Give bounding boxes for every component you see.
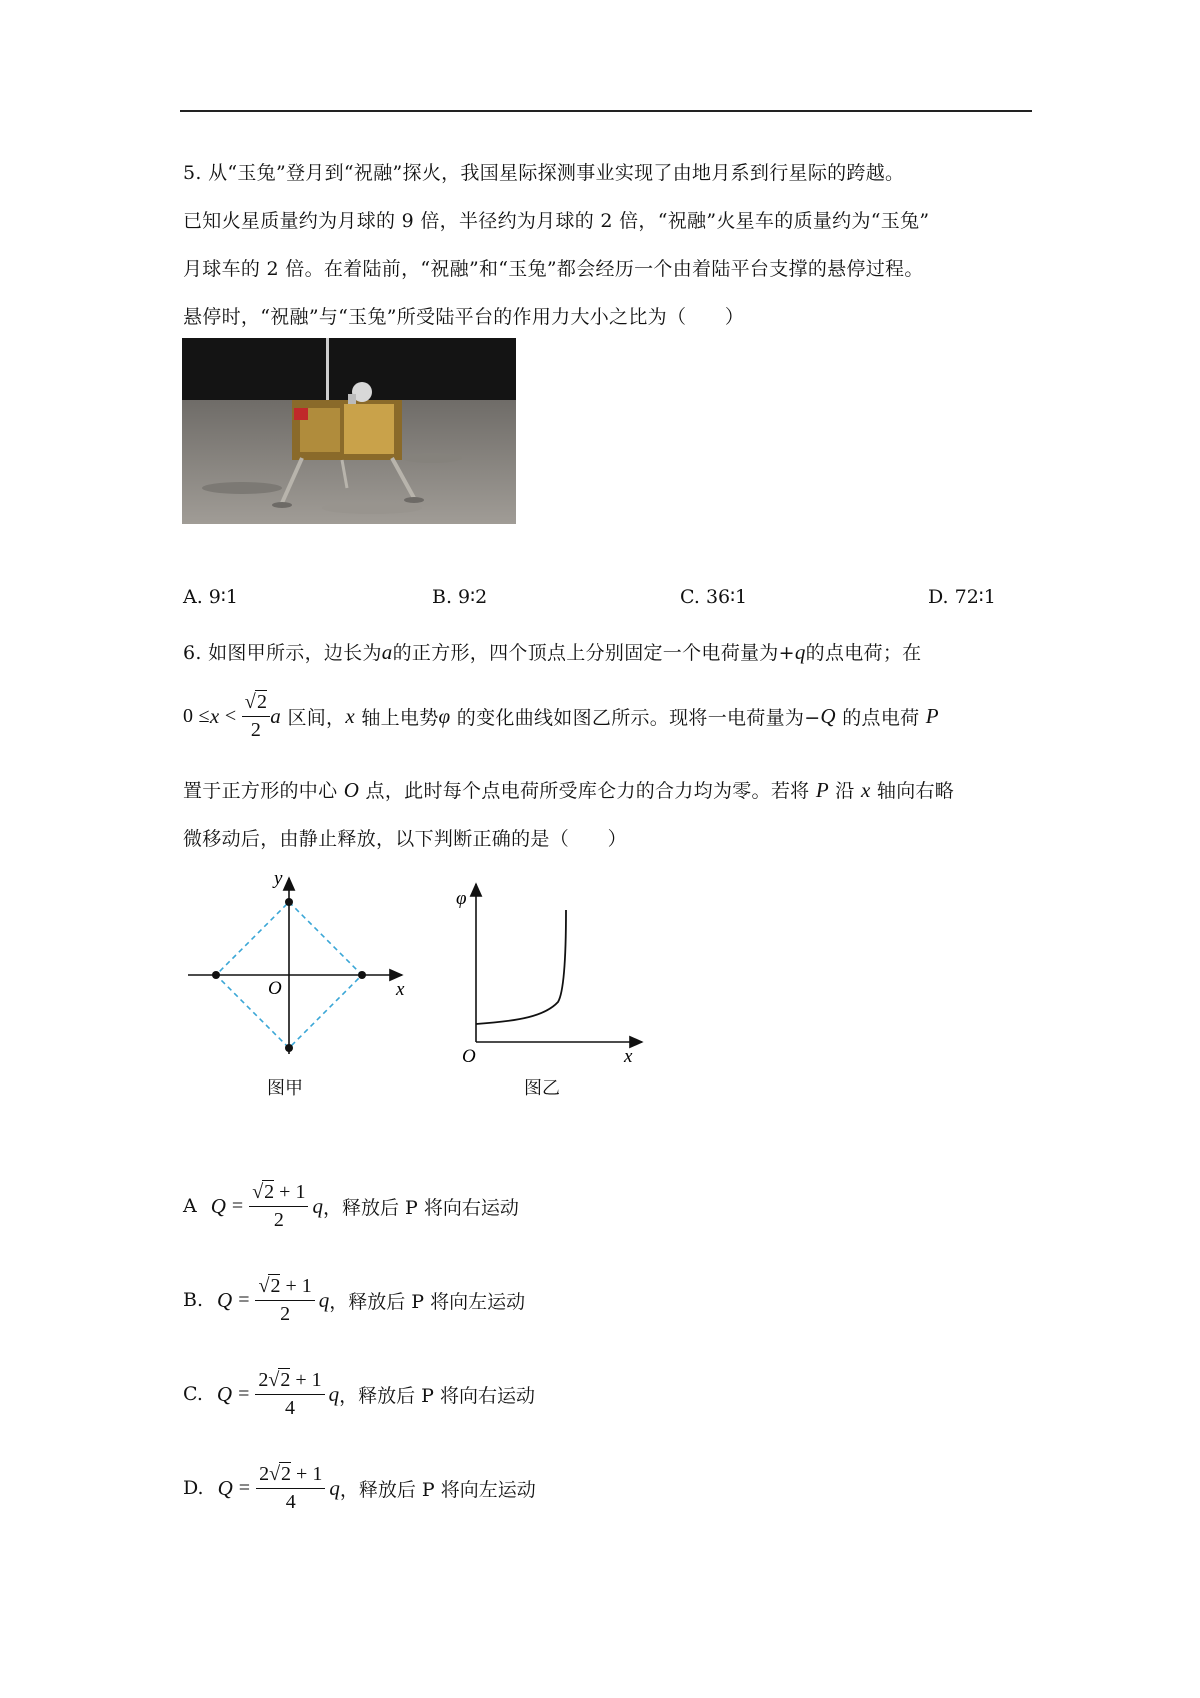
q6-text: 区间， (281, 706, 346, 729)
choice-fraction: $\frac{√2 + 1}{2}$ (255, 1274, 314, 1326)
q6-choice-d (183, 1462, 536, 1514)
q6-text: 的点电荷；在 (805, 642, 922, 664)
q6-choice-a (183, 1180, 519, 1232)
var-Q: Q (217, 1475, 233, 1500)
q6-text: 点，此时每个点电荷所受库仑力的合力均为零。若将 (359, 780, 816, 802)
var-Q: Q (210, 1193, 226, 1218)
q6-text: 的变化曲线如图乙所示。现将一电荷量为− (450, 706, 821, 729)
choice-text: ，释放后 P 将向左运动 (339, 1478, 536, 1501)
choice-label: C. (183, 1383, 203, 1405)
var-Q: Q (216, 1381, 233, 1406)
q5-line-3: 月球车的 2 倍。在着陆前，“祝融”和“玉兔”都会经历一个由着陆平台支撑的悬停过程。 (183, 258, 924, 280)
charge-left (212, 971, 220, 979)
q6-text: 轴向右略 (870, 780, 955, 802)
square-root-sign: √ (244, 691, 256, 713)
q6-text: 沿 (828, 780, 861, 802)
choice-text: ，释放后 P 将向左运动 (329, 1290, 526, 1313)
q6-text: 置于正方形的中心 (183, 780, 344, 802)
equals-sign: = (231, 1194, 244, 1217)
y-label: y (274, 868, 283, 889)
charge-bottom (285, 1044, 293, 1052)
figure-jia-caption: 图甲 (267, 1078, 303, 1099)
var-q: q (318, 1287, 330, 1312)
var-q: q (794, 640, 806, 664)
figure-jia (180, 868, 420, 1068)
potential-curve (476, 910, 566, 1024)
q6-choice-c (183, 1368, 535, 1420)
q5-option-c: C. 36∶1 (680, 586, 748, 608)
var-O: O (343, 778, 360, 802)
var-x: x (860, 778, 871, 802)
q5-option-b: B. 9∶2 (432, 586, 488, 608)
square-root-sign: √ (269, 1463, 281, 1485)
equals-sign: = (238, 1288, 250, 1311)
choice-fraction: $\frac{2√2 + 1}{4}$ (256, 1462, 325, 1514)
x-label: x (396, 979, 405, 1000)
var-P: P (815, 778, 829, 802)
var-q: q (312, 1193, 323, 1218)
q6-choice-b (183, 1274, 525, 1326)
lunar-lander-photo (182, 338, 516, 524)
square-root-sign: √ (258, 1275, 270, 1297)
choice-text: ，释放后 P 将向右运动 (322, 1196, 519, 1219)
fraction-sqrt2-over-2: $\frac{√2}{2}$ (242, 690, 271, 742)
choice-text: ，释放后 P 将向右运动 (339, 1384, 535, 1407)
choice-fraction: $\frac{√2 + 1}{2}$ (249, 1180, 308, 1232)
q6-line-2 (183, 690, 939, 742)
q6-text: 0 ≤ (183, 704, 210, 727)
figure-yi (450, 878, 650, 1072)
choice-label: B. (183, 1289, 204, 1311)
var-a: a (381, 640, 393, 664)
figure-yi-caption: 图乙 (524, 1078, 560, 1099)
square-root-sign: √ (252, 1181, 264, 1203)
q6-text: 的点电荷 (835, 706, 926, 729)
var-x: x (209, 703, 220, 728)
q5-line-2: 已知火星质量约为月球的 9 倍，半径约为月球的 2 倍，“祝融”火星车的质量约为“玉兔” (183, 210, 930, 232)
equals-sign: = (238, 1476, 251, 1499)
var-q: q (328, 1381, 340, 1406)
q6-text: < (219, 704, 242, 727)
q6-text: 轴上电势 (354, 706, 439, 729)
choice-label: D. (183, 1477, 204, 1499)
q5-option-a: A. 9∶1 (183, 586, 238, 608)
q6-text: 6. 如图甲所示，边长为 (183, 642, 382, 664)
var-Q: Q (217, 1287, 233, 1312)
q6-text: 的正方形，四个顶点上分别固定一个电荷量为+ (392, 642, 795, 664)
q5-option-d: D. 72∶1 (928, 586, 996, 608)
origin-label: O (268, 978, 282, 999)
q5-line-1: 5. 从“玉兔”登月到“祝融”探火，我国星际探测事业实现了由地月系到行星际的跨越。 (183, 162, 905, 184)
q5-line-4: 悬停时，“祝融”与“玉兔”所受陆平台的作用力大小之比为（ ） (183, 306, 745, 328)
var-a: a (270, 703, 282, 728)
choice-label: A (183, 1195, 197, 1217)
var-Q: Q (820, 703, 836, 728)
charge-top (285, 898, 293, 906)
q6-line-3 (183, 776, 954, 803)
var-x: x (345, 703, 355, 728)
origin-label: O (462, 1046, 476, 1067)
square-root-sign: √ (268, 1369, 280, 1391)
q6-line-1 (183, 638, 921, 665)
phi-label: φ (456, 888, 467, 909)
var-phi: φ (438, 703, 451, 728)
var-P: P (925, 703, 939, 728)
equals-sign: = (238, 1382, 250, 1405)
choice-fraction: $\frac{2√2 + 1}{4}$ (255, 1368, 324, 1420)
x-label: x (624, 1046, 633, 1067)
header-rule (180, 110, 1032, 112)
var-q: q (329, 1475, 340, 1500)
charge-right (358, 971, 366, 979)
q6-line-4: 微移动后，由静止释放，以下判断正确的是（ ） (183, 828, 627, 850)
